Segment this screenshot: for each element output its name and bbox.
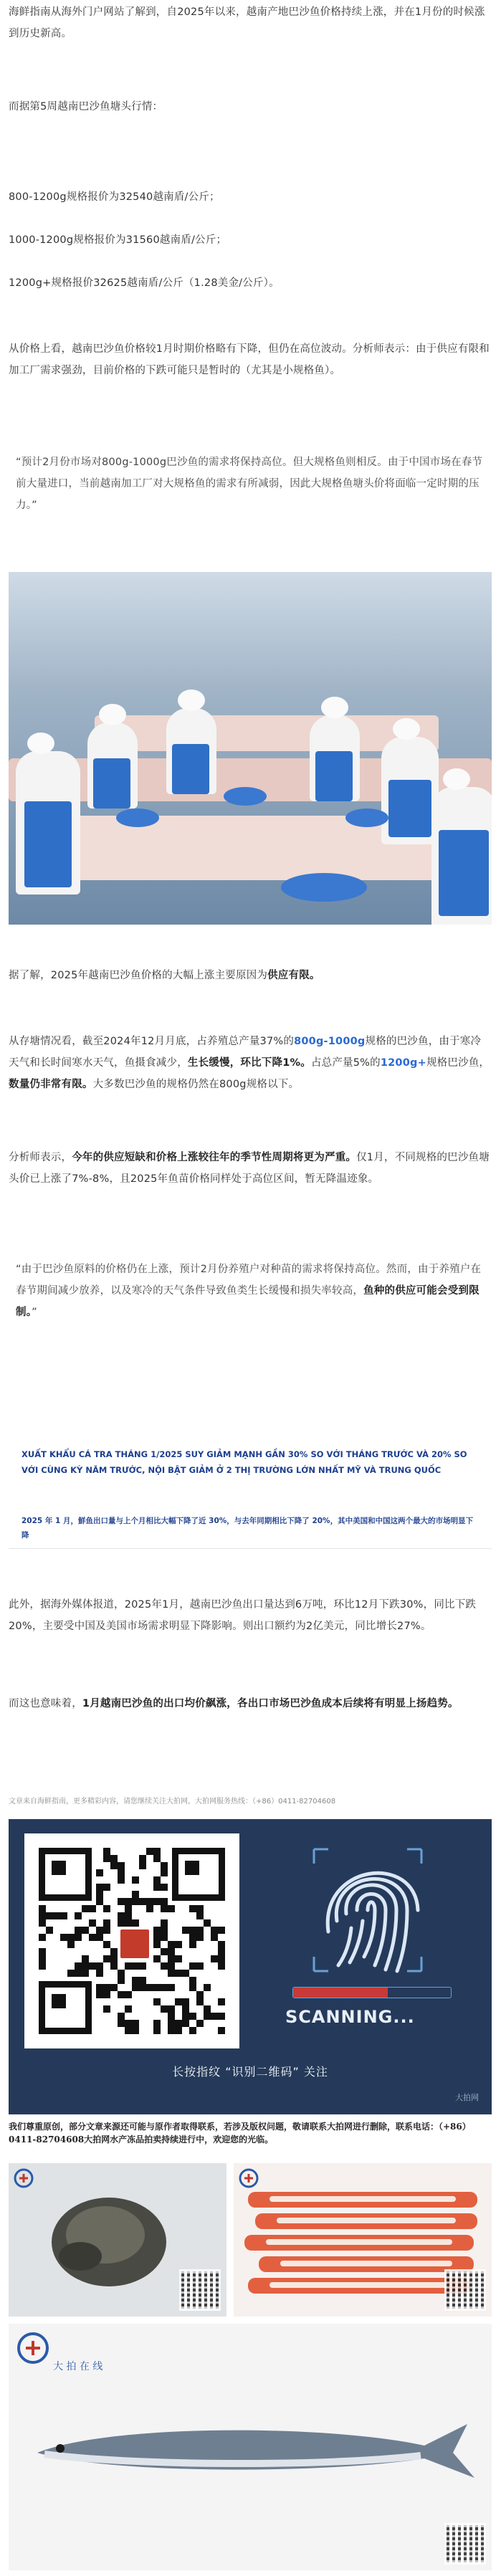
- qr-module: [60, 1934, 67, 1941]
- qr-module: [153, 1927, 161, 1934]
- qr-module: [118, 1862, 125, 1869]
- qr-module: [125, 1962, 132, 1970]
- qr-module: [132, 1977, 139, 1984]
- qr-module: [189, 1984, 196, 1991]
- qr-module: [82, 1955, 89, 1962]
- qr-module: [103, 1884, 110, 1891]
- qr-module: [60, 1912, 67, 1919]
- qr-module: [196, 1934, 204, 1941]
- qr-module: [168, 1941, 175, 1948]
- qr-module: [125, 1919, 132, 1927]
- qr-module: [125, 2020, 132, 2027]
- saury-fish-icon: [23, 2403, 482, 2489]
- qr-module: [168, 2013, 175, 2020]
- product-qr-code: [444, 2523, 486, 2565]
- qr-module: [218, 1948, 225, 1955]
- qr-module: [118, 1977, 125, 1984]
- qr-module: [132, 1876, 139, 1884]
- qr-module: [118, 2013, 125, 2020]
- qr-module: [46, 1912, 53, 1919]
- qr-module: [168, 1984, 175, 1991]
- qr-module: [125, 2005, 132, 2013]
- qr-module: [39, 1955, 46, 1962]
- qr-module: [39, 1905, 46, 1912]
- qr-module: [168, 1970, 175, 1977]
- saury-photo: [9, 2324, 492, 2570]
- qr-module: [103, 1927, 110, 1934]
- qr-caption: 长按指纹 “识别二维码” 关注: [172, 2065, 328, 2079]
- qr-module: [75, 1934, 82, 1941]
- svg-text:大 拍 在 线: 大 拍 在 线: [53, 2361, 103, 2372]
- qr-module: [189, 1962, 196, 1970]
- qr-module: [168, 2005, 175, 2013]
- qr-logo-icon: [118, 1927, 152, 1961]
- qr-module: [82, 1927, 89, 1934]
- qr-module: [175, 2020, 182, 2027]
- qr-module: [218, 2013, 225, 2020]
- qr-module: [196, 2020, 204, 2027]
- scanning-label: SCANNING...: [285, 2007, 415, 2027]
- qr-module: [110, 1955, 118, 1962]
- copyright-notice: 我们尊重原创，部分文章来源还可能与原作者取得联系，若涉及版权问题，敬请联系大拍网进行删除，联系电话：（+86）0411-82704608大拍网水产冻品拍卖持续进行中，欢迎您的光临。: [9, 2122, 471, 2145]
- qr-module: [96, 1970, 103, 1977]
- qr-module: [146, 1905, 153, 1912]
- qr-module: [125, 1905, 132, 1912]
- qr-module: [103, 1919, 110, 1927]
- qr-module: [211, 1927, 218, 1934]
- qr-finder-top-right: [172, 1848, 225, 1901]
- qr-code-pattern: [39, 1848, 225, 2034]
- qr-module: [89, 1934, 96, 1941]
- dapai-logo-icon: [16, 2331, 116, 2374]
- qr-module: [196, 1998, 204, 2005]
- qr-module: [118, 2020, 125, 2027]
- qr-module: [189, 1927, 196, 1934]
- qr-module: [196, 1991, 204, 1998]
- qr-module: [153, 1984, 161, 1991]
- qr-module: [139, 1984, 146, 1991]
- qr-module: [153, 2027, 161, 2034]
- product-qr-code: [444, 2269, 486, 2311]
- qr-module: [161, 1962, 168, 1970]
- qr-module: [196, 1927, 204, 1934]
- qr-module: [96, 1962, 103, 1970]
- qr-module: [153, 2020, 161, 2027]
- price-line-2: 1000-1200g规格报价为31560越南盾/公斤；: [9, 234, 227, 246]
- qr-module: [118, 1970, 125, 1977]
- qr-module: [211, 1955, 218, 1962]
- qr-module: [82, 1962, 89, 1970]
- qr-module: [153, 1876, 161, 1884]
- qr-module: [196, 1962, 204, 1970]
- qr-module: [175, 1970, 182, 1977]
- source-note: 文章来自海鲜指南，更多精彩内容，请您继续关注大拍网，大拍网服务热线：（+86）0411-82704608: [9, 1798, 336, 1805]
- qr-module: [118, 1876, 125, 1884]
- qr-module: [89, 1919, 96, 1927]
- qr-module: [161, 1884, 168, 1891]
- qr-module: [204, 1984, 211, 1991]
- qr-module: [132, 1891, 139, 1898]
- qr-module: [39, 1912, 46, 1919]
- qr-module: [189, 1905, 196, 1912]
- qr-module: [125, 2027, 132, 2034]
- qr-finder-top-left: [39, 1848, 92, 1901]
- qr-module: [204, 2013, 211, 2020]
- qr-module: [139, 1898, 146, 1905]
- qr-module: [218, 1998, 225, 2005]
- banner-title: XUẤT KHẨU CÁ TRA THÁNG 1/2025 SUY GIẢM MẠNH GẦN 30% SO VỚI THÁNG TRƯỚC VÀ 20% SO VỚI CÙNG KỲ NĂM TRƯỚC, NỘI BẬT GIẢM Ở 2 THỊ TRƯỜNG LỚN NHẤT MỸ VÀ TRUNG QUỐC: [22, 1449, 467, 1475]
- qr-module: [67, 1970, 75, 1977]
- qr-module: [196, 1912, 204, 1919]
- qr-module: [218, 1927, 225, 1934]
- qr-module: [161, 1934, 168, 1941]
- qr-module: [168, 2020, 175, 2027]
- qr-module: [153, 1898, 161, 1905]
- qr-module: [82, 1905, 89, 1912]
- qr-module: [182, 2013, 189, 2020]
- qr-module: [189, 1977, 196, 1984]
- qr-module: [161, 1927, 168, 1934]
- qr-finder-bottom-left: [39, 1981, 92, 2034]
- qr-module: [146, 1898, 153, 1905]
- qr-module: [175, 1941, 182, 1948]
- fingerprint-scanner: [264, 1828, 479, 2050]
- qr-module: [110, 1862, 118, 1869]
- qr-module: [139, 1977, 146, 1984]
- price-line-1: 800-1200g规格报价为32540越南盾/公斤；: [9, 191, 220, 203]
- qr-module: [211, 2013, 218, 2020]
- qr-module: [182, 1927, 189, 1934]
- qr-module: [175, 2027, 182, 2034]
- qr-module: [75, 1927, 82, 1934]
- qr-module: [46, 1927, 53, 1934]
- qr-module: [96, 1927, 103, 1934]
- qr-module: [110, 1948, 118, 1955]
- qr-module: [96, 1991, 103, 1998]
- qr-module: [82, 1970, 89, 1977]
- qr-module: [39, 1948, 46, 1955]
- qr-module: [103, 1955, 110, 1962]
- qr-module: [132, 1962, 139, 1970]
- qr-module: [132, 1898, 139, 1905]
- qr-module: [153, 1855, 161, 1862]
- processing-factory-photo: [9, 572, 492, 925]
- analysis-paragraph: 从价格上看，越南巴沙鱼价格较1月时期价格略有下降，但仍在高位波动。分析师表示：由于供应有限和加工厂需求强劲，目前价格的下跌可能只是暂时的（尤其是小规格鱼）。: [9, 343, 490, 376]
- follow-qr-banner[interactable]: [9, 1819, 492, 2114]
- qr-module: [146, 1984, 153, 1991]
- qr-module: [118, 1898, 125, 1905]
- reason-paragraph: 据了解，2025年越南巴沙鱼价格的大幅上涨主要原因为供应有限。: [9, 970, 320, 981]
- qr-module: [103, 1848, 110, 1855]
- banner-subtitle: 2025 年 1 月，鮮鱼出口量与上个月相比大幅下降了近 30%，与去年同期相比下降了 20%，其中美国和中国这两个最大的市场明显下降: [22, 1517, 474, 1540]
- qr-module: [139, 1855, 146, 1862]
- qr-module: [118, 1869, 125, 1876]
- qr-module: [168, 1962, 175, 1970]
- qr-module: [67, 1934, 75, 1941]
- qr-module: [161, 1862, 168, 1869]
- qr-module: [118, 1919, 125, 1927]
- qr-module: [67, 1941, 75, 1948]
- qr-module: [110, 1984, 118, 1991]
- qr-module: [75, 1912, 82, 1919]
- qr-module: [182, 2020, 189, 2027]
- qr-module: [161, 2005, 168, 2013]
- qr-module: [168, 1955, 175, 1962]
- qr-module: [75, 1962, 82, 1970]
- qr-module: [218, 1941, 225, 1948]
- qr-module: [125, 1991, 132, 1998]
- qr-module: [132, 2020, 139, 2027]
- scan-progress-bar: [292, 1987, 452, 1998]
- qr-module: [103, 1991, 110, 1998]
- qr-module: [96, 1869, 103, 1876]
- qr-module: [189, 1934, 196, 1941]
- scan-progress-fill: [293, 1988, 388, 1998]
- qr-module: [139, 1962, 146, 1970]
- king-crab-legs-photo: [234, 2163, 492, 2317]
- qr-module: [118, 1912, 125, 1919]
- season-paragraph: 分析师表示，今年的供应短缺和价格上涨较往年的季节性周期将更为严重。仅1月，不同规格的巴沙鱼塘头价已上涨了7%-8%，且2025年鱼苗价格同样处于高位区间，暂无降温迹象。: [9, 1152, 490, 1185]
- qr-module: [218, 1955, 225, 1962]
- monkfish-photo: [9, 2163, 226, 2317]
- qr-module: [168, 2027, 175, 2034]
- qr-module: [96, 1891, 103, 1898]
- qr-module: [168, 1948, 175, 1955]
- quote-paragraph-1: “预计2月份市场对800g-1000g巴沙鱼的需求将保持高位。但大规格鱼则相反。由于中国市场在春节前大量进口，当前越南加工厂对大规格鱼的需求有所减弱，因此大规格鱼塘头价将面临一定时期的压力。”: [16, 457, 483, 511]
- qr-module: [153, 1848, 161, 1855]
- news-headline-banner: [9, 1442, 492, 1549]
- qr-module: [110, 1855, 118, 1862]
- qr-module: [153, 1941, 161, 1948]
- qr-module: [89, 1905, 96, 1912]
- qr-module: [175, 1998, 182, 2005]
- export-paragraph: 此外，据海外媒体报道，2025年1月，越南巴沙鱼出口量达到6万吨，环比12月下跌30%，同比下跌20%，主要受中国及美国市场需求明显下降影响。则出口额约为2亿美元，同比增长27%。: [9, 1599, 477, 1632]
- product-qr-code: [179, 2269, 221, 2311]
- price-heading: 而据第5周越南巴沙鱼塘头行情：: [9, 101, 163, 113]
- qr-module: [118, 1991, 125, 1998]
- qr-module: [132, 1919, 139, 1927]
- qr-module: [168, 1905, 175, 1912]
- monkfish-icon: [37, 2185, 181, 2299]
- qr-module: [89, 1962, 96, 1970]
- qr-module: [96, 1934, 103, 1941]
- qr-module: [182, 1998, 189, 2005]
- qr-module: [96, 1984, 103, 1991]
- qr-module: [153, 1955, 161, 1962]
- qr-module: [96, 1898, 103, 1905]
- qr-module: [204, 1919, 211, 1927]
- qr-module: [182, 1970, 189, 1977]
- quote-paragraph-2: “由于巴沙鱼原料的价格仍在上涨，预计2月份养殖户对种苗的需求将保持高位。然而，由于养殖户在春节期间减少放养，以及寒冷的天气条件导致鱼类生长缓慢和损失率较高，鱼种的供应可能会受到限制。”: [16, 1264, 482, 1318]
- qr-module: [161, 1898, 168, 1905]
- qr-module: [161, 1905, 168, 1912]
- qr-module: [189, 2013, 196, 2020]
- qr-module: [110, 1962, 118, 1970]
- qr-module: [218, 1962, 225, 1970]
- qr-module: [218, 2027, 225, 2034]
- qr-module: [96, 1884, 103, 1891]
- qr-module: [153, 1934, 161, 1941]
- qr-module: [153, 1998, 161, 2005]
- qr-module: [161, 1869, 168, 1876]
- qr-module: [103, 1905, 110, 1912]
- qr-module: [39, 1962, 46, 1970]
- qr-module: [161, 1984, 168, 1991]
- qr-module: [161, 1919, 168, 1927]
- qr-module: [39, 1919, 46, 1927]
- qr-module: [153, 1884, 161, 1891]
- qr-module: [103, 1984, 110, 1991]
- qr-module: [175, 1955, 182, 1962]
- qr-module: [103, 2005, 110, 2013]
- qr-module: [103, 1855, 110, 1862]
- qr-module: [132, 1984, 139, 1991]
- qr-module: [39, 1934, 46, 1941]
- qr-module: [196, 1905, 204, 1912]
- stock-paragraph: 从存塘情况看，截至2024年12月月底，占养殖总产量37%的800g-1000g规格的巴沙鱼，由于寒冷天气和长时间寒水天气，鱼摄食减少，生长缓慢，环比下降1%。占总产量5%的1200g+规格巴沙鱼，数量仍非常有限。大多数巴沙鱼的规格仍然在800g规格以下。: [9, 1036, 490, 1090]
- brand-watermark: 大拍网: [455, 2093, 479, 2102]
- qr-module: [125, 1912, 132, 1919]
- qr-module: [132, 2027, 139, 2034]
- qr-module: [161, 1948, 168, 1955]
- price-line-3: 1200g+规格报价32625越南盾/公斤（1.28美金/公斤）。: [9, 277, 280, 289]
- qr-module: [189, 1941, 196, 1948]
- qr-module: [204, 2005, 211, 2013]
- qr-module: [182, 2005, 189, 2013]
- intro-paragraph: 海鲜指南从海外门户网站了解到，自2025年以来，越南产地巴沙鱼价格持续上涨，并在1月份的时候涨到历史新高。: [9, 6, 485, 39]
- qr-module: [139, 1862, 146, 1869]
- qr-module: [211, 1934, 218, 1941]
- qr-code[interactable]: [24, 1833, 239, 2048]
- qr-module: [146, 1848, 153, 1855]
- qr-module: [103, 1941, 110, 1948]
- qr-module: [53, 1912, 60, 1919]
- qr-module: [125, 1898, 132, 1905]
- qr-module: [75, 1970, 82, 1977]
- qr-module: [189, 2027, 196, 2034]
- fingerprint-icon: [307, 1842, 429, 1978]
- conclusion-paragraph: 而这也意味着，1月越南巴沙鱼的出口均价飙涨，各出口市场巴沙鱼成本后续将有明显上扬趋势。: [9, 1698, 459, 1709]
